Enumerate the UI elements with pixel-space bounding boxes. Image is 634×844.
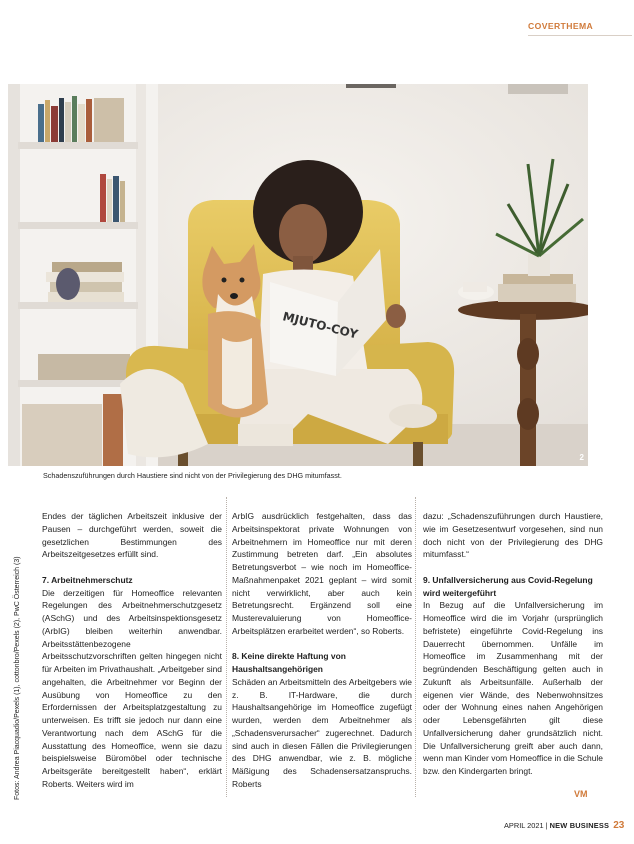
article-column-1 — [42, 510, 222, 791]
author-signature: VM — [574, 789, 588, 799]
section-heading: 9. Unfallversicherung aus Covid-Regelung wird weitergeführt — [423, 574, 593, 598]
section-tag: COVERTHEMA — [528, 21, 632, 36]
paragraph: In Bezug auf die Unfallversicherung im Homeoffice wird die im Vorjahr (ursprünglich befristete) eingeführte Covid-Regelung ins Dauerrecht übernommen. Unfälle im Homeoffice im Zusammenhang mit der begründenden Beschäftigung gelten auch in Zukunft als Arbeitsunfälle. Außerhalb der eigenen vier Wände, des Nebenwohnsitzes oder der Wohnung eines nahen Angehörigen oder Lebensgefährten gilt diese Unfallversicherung daher grundsätzlich nicht. Die Unfallversicherung greift aber auch dann, wenn man Kinder vom Homeoffice in die Schule bzw. den Kindergarten bringt. — [423, 600, 603, 776]
paragraph: Endes der täglichen Arbeitszeit inklusive der Pausen – durchgeführt werden, soweit die gesetzlichen Bestimmungen des Arbeitszeitgesetzes erfüllt sind. — [42, 511, 222, 560]
section-heading: 7. Arbeitnehmerschutz — [42, 574, 133, 585]
article-column-3 — [423, 510, 603, 778]
article-column-2 — [232, 510, 412, 791]
cover-photo — [8, 84, 588, 466]
section-heading: 8. Keine direkte Haftung von Haushaltsangehörigen — [232, 651, 346, 674]
column-divider — [226, 497, 227, 797]
paragraph: Schäden an Arbeitsmitteln des Arbeitgebers wie z. B. IT-Hardware, die durch Haushaltsangehörige im Homeoffice zugefügt wurden, werden dem Arbeitnehmer als „Schadensverursacher“ zugerechnet. Dadurch sind auch in diesen Fällen die Privilegierungen des DHG anwendbar, wie z. B. mögliche Mäßigung des Schadensersatzanspruchs. Roberts — [232, 676, 412, 789]
magazine-text: MJUTO-COY — [281, 309, 360, 342]
paragraph: ArbIG ausdrücklich festgehalten, dass das Arbeitsinspektorat private Wohnungen von Arbeitnehmern im Homeoffice nur mit deren Zustimmung betreten darf. „Ein absolutes Betretungsverbot – wie noch im Homeoffice-Maßnahmenpaket 2021 geplant – wird somit nicht verwirklicht, aber auch kein Betretungsrecht. Ergänzend soll eine Musterevaluierung von Homeoffice-Arbeitsplätzen erarbeitet werden“, so Roberts. — [232, 511, 412, 636]
photo-number: 2 — [579, 453, 584, 462]
photo-credits: Fotos: Andrea Piacquadio/Pexels (1), cottonbro/Pexels (2), PwC Österreich (3) — [14, 556, 21, 800]
magazine-name: NEW BUSINESS — [549, 821, 610, 830]
page-footer — [504, 820, 624, 831]
paragraph: Die derzeitigen für Homeoffice relevanten Regelungen des Arbeitnehmerschutzgesetz (ASchG) und des Arbeitsinspektionsgesetz (ArbIG) bleiben weiterhin anwendbar. Arbeitsstättenbezogene Arbeitsschutzvorschriften gelten hingegen nicht für Arbeiten im Privathaushalt. „Arbeitgeber sind angehalten, die Arbeitnehmer vor Beginn der Ausübung von Homeoffice zu den Erfordernissen der Arbeitsplatzgestaltung zu unterweisen. Es trifft sie jedoch nur dann eine Verantwortung nach dem ASchG für die Ausstattung des Homeoffice, wenn sie dazu beispielsweise Büromöbel oder technische Arbeitsgeräte bereitgestellt haben“, erklärt Roberts. Weiters wird im — [42, 587, 222, 789]
footer-separator: | — [545, 821, 548, 830]
issue-date: APRIL 2021 — [504, 821, 544, 830]
paragraph: dazu: „Schadenszuführungen durch Haustiere, wie im Gesetzesentwurf vorgesehen, sind nun doch nicht von der Privilegierung des DHG mitumfasst.“ — [423, 511, 603, 560]
photo-caption: Schadenszuführungen durch Haustiere sind nicht von der Privilegierung des DHG mitumfasst. — [43, 471, 342, 480]
photo-illustration — [8, 84, 588, 466]
column-divider — [415, 497, 416, 797]
page-number: 23 — [613, 820, 625, 831]
